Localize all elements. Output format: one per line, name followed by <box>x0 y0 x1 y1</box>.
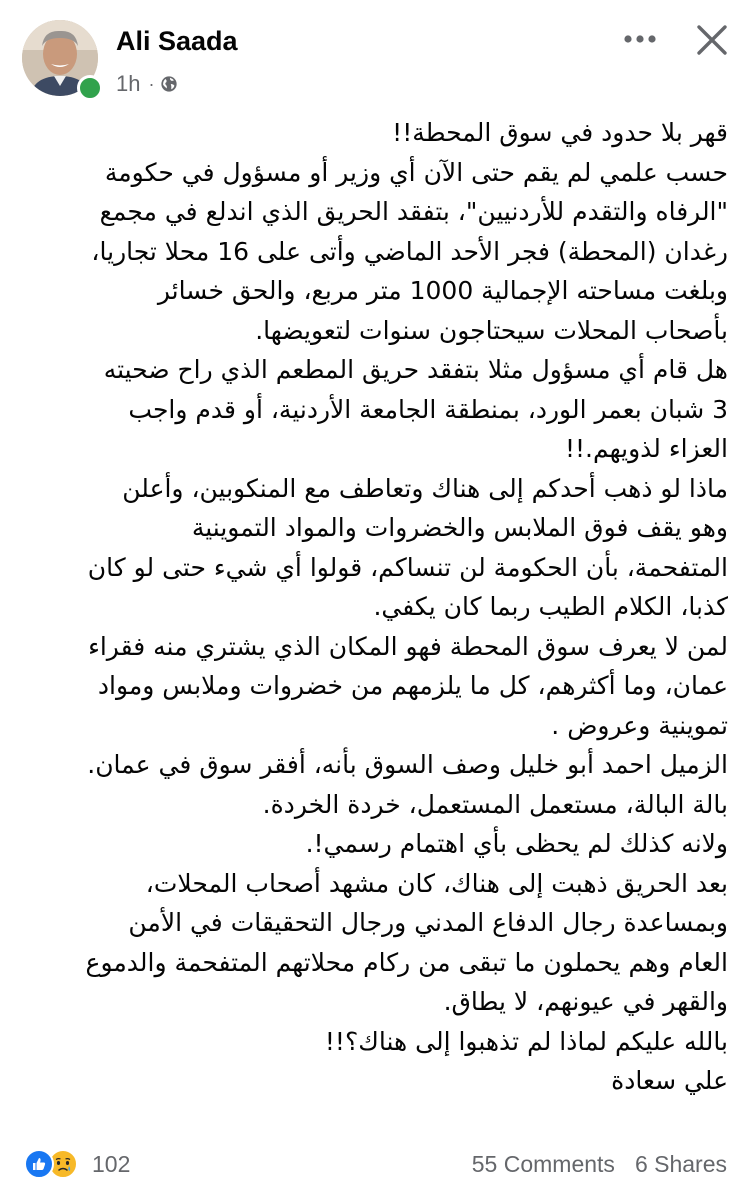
online-status-dot <box>77 75 103 101</box>
author-name[interactable]: Ali Saada <box>116 26 238 56</box>
more-options-button[interactable] <box>620 24 660 54</box>
post-body-line: بالة البالة، مستعمل المستعمل، خردة الخردة. <box>262 789 728 819</box>
post-body <box>18 113 728 1101</box>
post-body-line: وهو يقف فوق الملابس والخضروات والمواد التموينية <box>191 513 728 542</box>
post-body-line: تموينية وعروض . <box>551 710 728 740</box>
post-footer <box>0 1140 751 1190</box>
engagement-stats <box>472 1151 727 1178</box>
post-time[interactable]: 1h <box>116 71 141 96</box>
close-icon <box>696 24 728 56</box>
post-body-line: وبلغت مساحته الإجمالية 1000 متر مربع، والحق خسائر <box>157 276 728 305</box>
post-body-line: لمن لا يعرف سوق المحطة فهو المكان الذي يشتري منه فقراء <box>88 631 728 661</box>
meta-separator: · <box>148 73 155 94</box>
post-meta <box>116 70 178 98</box>
post-body-line: عمان، وما أكثرهم، كل ما يلزمهم من خضروات وملابس ومواد <box>97 671 728 700</box>
post-body-line: العام وهم يحملون ما تبقى من ركام محلاتهم المتفحمة والدموع <box>85 947 728 977</box>
post-body-line: حسب علمي لم يقم حتى الآن أي وزير أو مسؤول في حكومة <box>104 157 728 187</box>
post-body-line: علي سعادة <box>611 1066 728 1095</box>
post-body-line: المتفحمة، بأن الحكومة لن تنساكم، قولوا أي شيء حتى لو كان <box>87 552 728 582</box>
reaction-count: 102 <box>92 1150 131 1177</box>
globe-icon[interactable] <box>160 75 178 93</box>
post-body-line: بأصحاب المحلات سيحتاجون سنوات لتعويضها. <box>255 315 728 345</box>
comments-link[interactable]: 55 Comments <box>471 1151 615 1177</box>
like-icon <box>24 1149 54 1179</box>
reactions-summary[interactable] <box>24 1149 130 1179</box>
post-body-line: العزاء لذويهم.!! <box>565 434 728 463</box>
post-body-line: الزميل احمد أبو خليل وصف السوق بأنه، أفقر سوق في عمان. <box>87 750 728 779</box>
post-body-line: قهر بلا حدود في سوق المحطة!! <box>392 118 728 147</box>
post-body-line: ولانه كذلك لم يحظى بأي اهتمام رسمي!. <box>305 829 728 858</box>
more-dots-icon <box>623 34 657 44</box>
post-body-line: كذبا، الكلام الطيب ربما كان يكفي. <box>373 592 728 621</box>
close-button[interactable] <box>690 18 734 62</box>
post-body-line: رغدان (المحطة) فجر الأحد الماضي وأتى على 16 محلا تجاريا، <box>91 236 728 266</box>
post-body-line: بعد الحريق ذهبت إلى هناك، كان مشهد أصحاب المحلات، <box>145 868 728 898</box>
post-body-line: والقهر في عيونهم، لا يطاق. <box>443 987 728 1016</box>
post-body-line: هل قام أي مسؤول مثلا بتفقد حريق المطعم الذي راح ضحيته <box>103 355 728 384</box>
post-body-line: وبمساعدة رجال الدفاع المدني ورجال التحقيقات في الأمن <box>128 908 728 937</box>
post-body-line: ماذا لو ذهب أحدكم إلى هناك وتعاطف مع المنكوبين، وأعلن <box>122 473 728 503</box>
post-body-line: 3 شبان بعمر الورد، بمنطقة الجامعة الأردنية، أو قدم واجب <box>128 394 728 424</box>
shares-link[interactable]: 6 Shares <box>634 1151 727 1177</box>
post-body-line: "الرفاه والتقدم للأردنيين"، بتفقد الحريق الذي اندلع في مجمع <box>99 197 728 226</box>
post-header <box>0 0 751 110</box>
post-body-line: بالله عليكم لماذا لم تذهبوا إلى هناك؟!! <box>324 1026 728 1056</box>
